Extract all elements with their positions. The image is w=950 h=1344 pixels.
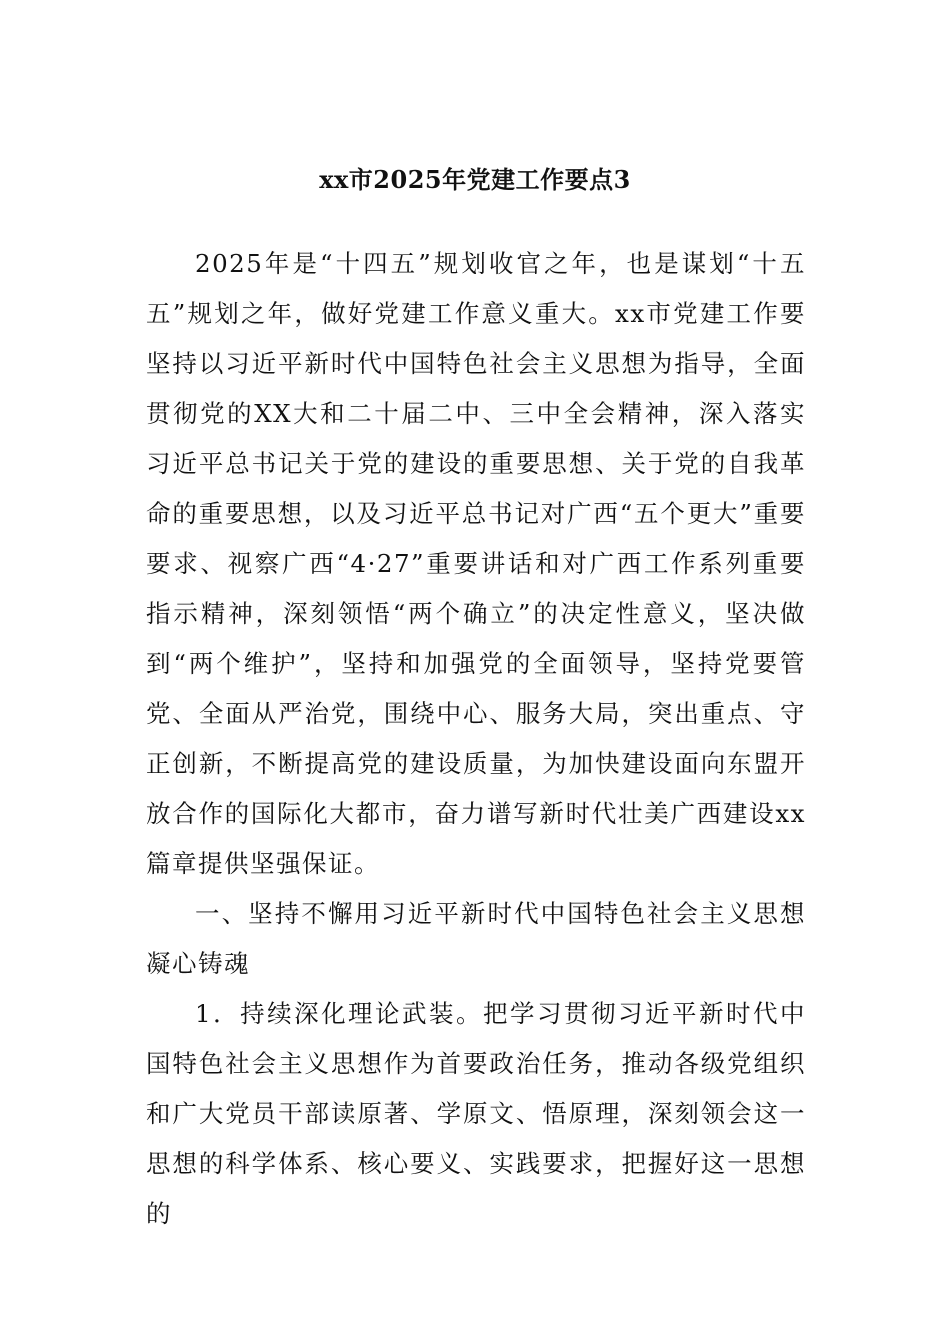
intro-paragraph: 2025年是“十四五”规划收官之年，也是谋划“十五五”规划之年，做好党建工作意义重大。xx市党建工作要坚持以习近平新时代中国特色社会主义思想为指导，全面贯彻党的XX大和二十届二中、三中全会精神，深入落实习近平总书记关于党的建设的重要思想、关于党的自我革命的重要思想，以及习近平总书记对广西“五个更大”重要要求、视察广西“4·27”重要讲话和对广西工作系列重要指示精神，深刻领悟“两个确立”的决定性意义，坚决做到“两个维护”，坚持和加强党的全面领导，坚持党要管党、全面从严治党，围绕中心、服务大局，突出重点、守正创新，不断提高党的建设质量，为加快建设面向东盟开放合作的国际化大都市，奋力谱写新时代壮美广西建设xx篇章提供坚强保证。 [146,249,806,878]
section-heading: 一、坚持不懈用习近平新时代中国特色社会主义思想凝心铸魂 [146,899,806,978]
document-title: xx市2025年党建工作要点3 [319,165,631,194]
section-paragraph: 1．持续深化理论武装。把学习贯彻习近平新时代中国特色社会主义思想作为首要政治任务，推动各级党组织和广大党员干部读原著、学原文、悟原理，深刻领会这一思想的科学体系、核心要义、实践要求，把握好这一思想的 [146,999,806,1228]
document-body [146,239,806,1239]
